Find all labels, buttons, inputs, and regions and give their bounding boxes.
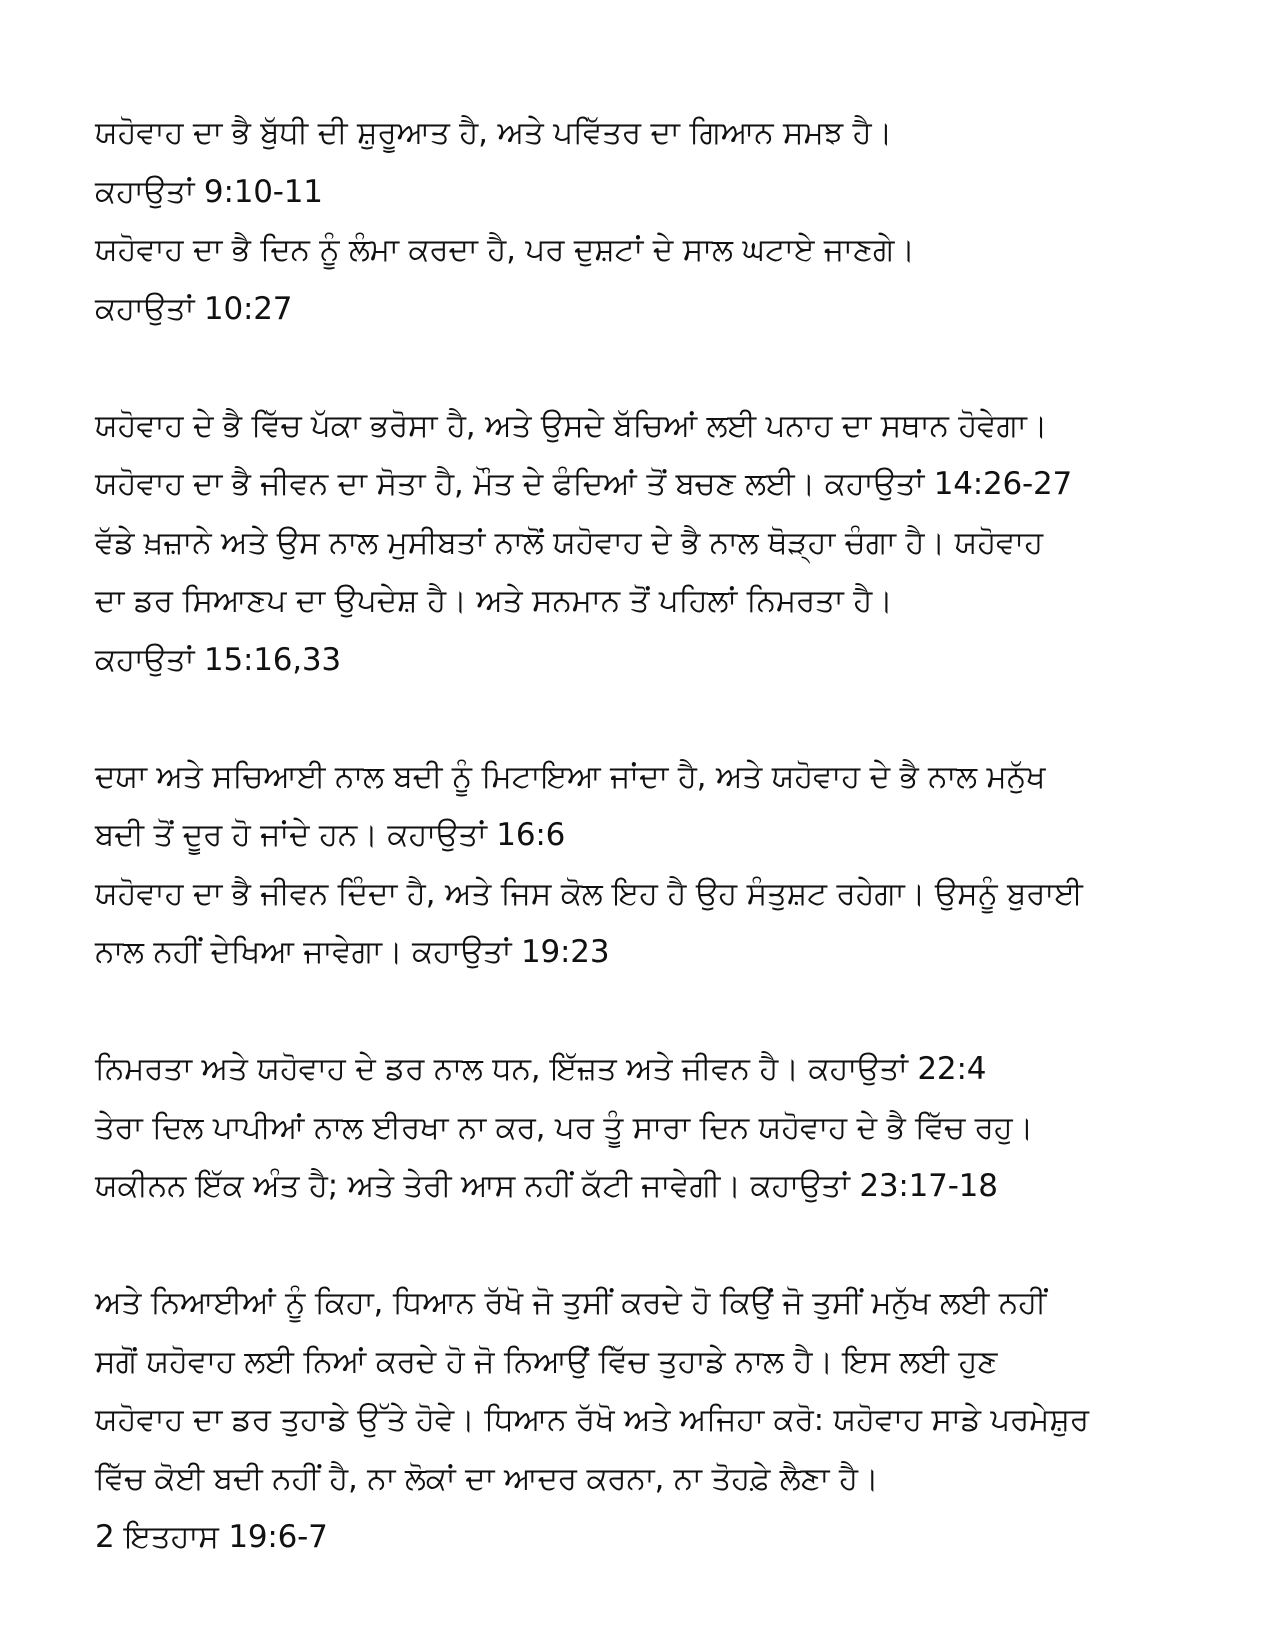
text-line: ਵੱਡੇ ਖ਼ਜ਼ਾਨੇ ਅਤੇ ਉਸ ਨਾਲ ਮੁਸੀਬਤਾਂ ਨਾਲੋਂ ਯਹੋਵਾਹ ਦੇ ਭੈ ਨਾਲ ਥੋੜ੍ਹਾ ਚੰਗਾ ਹੈ। ਯਹੋਵਾਹ [95, 524, 1043, 561]
text-line: ਯਕੀਨਨ ਇੱਕ ਅੰਤ ਹੈ; ਅਤੇ ਤੇਰੀ ਆਸ ਨਹੀਂ ਕੱਟੀ ਜਾਵੇਗੀ। ਕਹਾਉਤਾਂ 23:17-18 [95, 1168, 998, 1204]
paragraph-gap [95, 982, 1245, 1041]
text-line: ਤੇਰਾ ਦਿਲ ਪਾਪੀਆਂ ਨਾਲ ਈਰਖਾ ਨਾ ਕਰ, ਪਰ ਤੂੰ ਸਾਰਾ ਦਿਨ ਯਹੋਵਾਹ ਦੇ ਭੈ ਵਿੱਚ ਰਹੁ। [95, 1109, 1034, 1146]
verse-reference: 2 ਇਤਹਾਸ 19:6-7 [95, 1519, 328, 1555]
text-line: ਯਹੋਵਾਹ ਦੇ ਭੈ ਵਿੱਚ ਪੱਕਾ ਭਰੋਸਾ ਹੈ, ਅਤੇ ਉਸਦੇ ਬੱਚਿਆਂ ਲਈ ਪਨਾਹ ਦਾ ਸਥਾਨ ਹੋਵੇਗਾ। [95, 407, 1048, 444]
text-line: ਯਹੋਵਾਹ ਦਾ ਭੈ ਬੁੱਧੀ ਦੀ ਸ਼ੁਰੂਆਤ ਹੈ, ਅਤੇ ਪਵਿੱਤਰ ਦਾ ਗਿਆਨ ਸਮਝ ਹੈ। [95, 115, 893, 151]
paragraph-gap [95, 1216, 1245, 1275]
text-line: ਨਾਲ ਨਹੀਂ ਦੇਖਿਆ ਜਾਵੇਗਾ। ਕਹਾਉਤਾਂ 19:23 [95, 934, 610, 970]
verse-reference: ਕਹਾਉਤਾਂ 10:27 [95, 290, 293, 327]
text-line: ਵਿੱਚ ਕੋਈ ਬਦੀ ਨਹੀਂ ਹੈ, ਨਾ ਲੋਕਾਂ ਦਾ ਆਦਰ ਕਰਨਾ, ਨਾ ਤੋਹਫ਼ੇ ਲੈਣਾ ਹੈ। [95, 1460, 879, 1497]
text-line: ਯਹੋਵਾਹ ਦਾ ਡਰ ਤੁਹਾਡੇ ਉੱਤੇ ਹੋਵੇ। ਧਿਆਨ ਰੱਖੋ ਅਤੇ ਅਜਿਹਾ ਕਰੋ: ਯਹੋਵਾਹ ਸਾਡੇ ਪਰਮੇਸ਼ੁਰ [95, 1402, 1089, 1438]
text-line: ਯਹੋਵਾਹ ਦਾ ਭੈ ਦਿਨ ਨੂੰ ਲੰਮਾ ਕਰਦਾ ਹੈ, ਪਰ ਦੁਸ਼ਟਾਂ ਦੇ ਸਾਲ ਘਟਾਏ ਜਾਣਗੇ। [95, 232, 915, 268]
verse-reference: ਕਹਾਉਤਾਂ 15:16,33 [95, 641, 341, 678]
text-line: ਨਿਮਰਤਾ ਅਤੇ ਯਹੋਵਾਹ ਦੇ ਡਰ ਨਾਲ ਧਨ, ਇੱਜ਼ਤ ਅਤੇ ਜੀਵਨ ਹੈ। ਕਹਾਉਤਾਂ 22:4 [95, 1051, 987, 1087]
paragraph-gap [95, 338, 1245, 397]
verse-reference: ਕਹਾਉਤਾਂ 9:10-11 [95, 173, 323, 210]
text-line: ਸਗੋਂ ਯਹੋਵਾਹ ਲਈ ਨਿਆਂ ਕਰਦੇ ਹੋ ਜੋ ਨਿਆਉਂ ਵਿੱਚ ਤੁਹਾਡੇ ਨਾਲ ਹੈ। ਇਸ ਲਈ ਹੁਣ [95, 1343, 998, 1380]
text-line: ਅਤੇ ਨਿਆਈਆਂ ਨੂੰ ਕਿਹਾ, ਧਿਆਨ ਰੱਖੋ ਜੋ ਤੁਸੀਂ ਕਰਦੇ ਹੋ ਕਿਉਂ ਜੋ ਤੁਸੀਂ ਮਨੁੱਖ ਲਈ ਨਹੀਂ [95, 1285, 1047, 1321]
scripture-document [95, 104, 1245, 1567]
text-line: ਦਾ ਡਰ ਸਿਆਣਪ ਦਾ ਉਪਦੇਸ਼ ਹੈ। ਅਤੇ ਸਨਮਾਨ ਤੋਂ ਪਹਿਲਾਂ ਨਿਮਰਤਾ ਹੈ। [95, 583, 893, 619]
text-line: ਯਹੋਵਾਹ ਦਾ ਭੈ ਜੀਵਨ ਦਿੰਦਾ ਹੈ, ਅਤੇ ਜਿਸ ਕੋਲ ਇਹ ਹੈ ਉਹ ਸੰਤੁਸ਼ਟ ਰਹੇਗਾ। ਉਸਨੂੰ ਬੁਰਾਈ [95, 875, 1083, 912]
text-line: ਯਹੋਵਾਹ ਦਾ ਭੈ ਜੀਵਨ ਦਾ ਸੋਤਾ ਹੈ, ਮੌਤ ਦੇ ਫੰਦਿਆਂ ਤੋਂ ਬਚਣ ਲਈ। ਕਹਾਉਤਾਂ 14:26-27 [95, 466, 1073, 502]
paragraph-gap [95, 689, 1245, 748]
text-line: ਦਯਾ ਅਤੇ ਸਚਿਆਈ ਨਾਲ ਬਦੀ ਨੂੰ ਮਿਟਾਇਆ ਜਾਂਦਾ ਹੈ, ਅਤੇ ਯਹੋਵਾਹ ਦੇ ਭੈ ਨਾਲ ਮਨੁੱਖ [95, 758, 1046, 795]
text-line: ਬਦੀ ਤੋਂ ਦੂਰ ਹੋ ਜਾਂਦੇ ਹਨ। ਕਹਾਉਤਾਂ 16:6 [95, 817, 566, 853]
